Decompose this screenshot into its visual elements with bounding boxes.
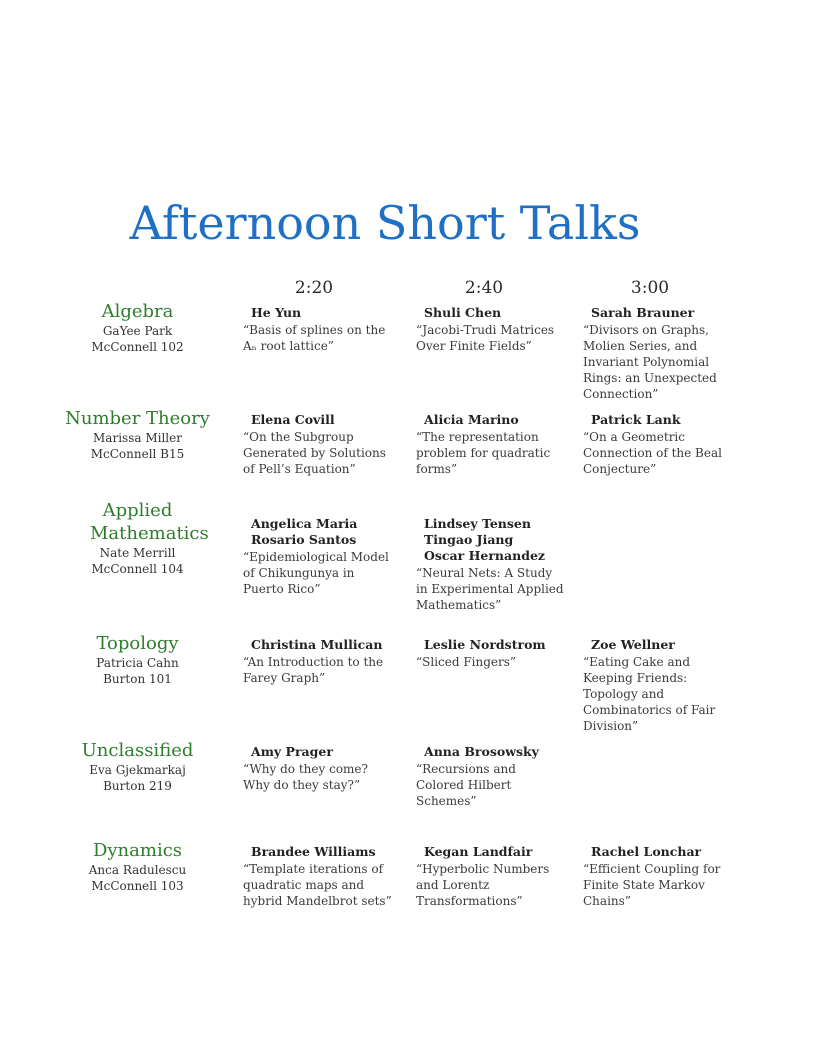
- talk-cell: [243, 412, 393, 477]
- session-applied-mathematics: [60, 499, 215, 577]
- session-moderator: GaYee Park: [102, 324, 173, 338]
- session-moderator: Marissa Miller: [93, 431, 182, 445]
- talk-title: “Efficient Coupling for Finite State Markov Chains”: [583, 862, 721, 908]
- talk-speaker: Oscar Hernandez: [424, 548, 545, 563]
- session-name: Algebra: [101, 301, 174, 322]
- talk-speaker: Patrick Lank: [591, 412, 681, 427]
- session-number-theory: [60, 407, 215, 462]
- session-topology: [60, 632, 215, 687]
- session-room: McConnell 104: [91, 562, 184, 576]
- talk-title: “Eating Cake and Keeping Friends: Topology and Combinatorics of Fair Division”: [583, 655, 716, 733]
- session-name: Applied Mathematics: [90, 500, 209, 544]
- talk-speaker: Shuli Chen: [424, 305, 502, 320]
- talk-speaker: Brandee Williams: [251, 844, 376, 859]
- talk-speaker: Amy Prager: [251, 744, 333, 759]
- talk-cell: [583, 637, 733, 734]
- talk-speaker: Kegan Landfair: [424, 844, 533, 859]
- talk-title: “Sliced Fingers”: [416, 655, 517, 669]
- time-slot-1: 2:20: [294, 278, 334, 298]
- talk-cell: [583, 305, 733, 402]
- talk-title: “Jacobi-Trudi Matrices Over Finite Fields”: [416, 323, 555, 353]
- time-slot-3: 3:00: [630, 278, 670, 298]
- talk-title: “On the Subgroup Generated by Solutions of Pell’s Equation”: [243, 430, 386, 476]
- talk-speaker: Tingao Jiang: [424, 532, 514, 547]
- session-moderator: Anca Radulescu: [88, 863, 187, 877]
- talk-speaker: Elena Covill: [251, 412, 335, 427]
- talk-speaker: Lindsey Tensen: [424, 516, 531, 531]
- session-room: Burton 101: [103, 672, 172, 686]
- talk-title: “On a Geometric Connection of the Beal Conjecture”: [583, 430, 722, 476]
- talk-speaker: Leslie Nordstrom: [424, 637, 546, 652]
- session-room: McConnell B15: [90, 447, 185, 461]
- talk-cell: [243, 637, 393, 686]
- session-room: Burton 219: [103, 779, 172, 793]
- session-dynamics: [60, 839, 215, 894]
- talk-cell: [416, 637, 566, 670]
- talk-title: “Divisors on Graphs, Molien Series, and Invariant Polynomial Rings: an Unexpected Connection”: [583, 323, 717, 401]
- session-algebra: [60, 300, 215, 355]
- talk-speaker: Zoe Wellner: [591, 637, 675, 652]
- session-room: McConnell 102: [91, 340, 184, 354]
- session-name: Number Theory: [65, 408, 210, 429]
- session-moderator: Nate Merrill: [99, 546, 176, 560]
- talk-speaker: Alicia Marino: [424, 412, 519, 427]
- talk-speaker: He Yun: [251, 305, 302, 320]
- session-name: Topology: [96, 633, 179, 654]
- talk-title: “Neural Nets: A Study in Experimental Applied Mathematics”: [416, 566, 564, 612]
- session-moderator: Patricia Cahn: [96, 656, 179, 670]
- talk-speaker: Angelica Maria Rosario Santos: [251, 516, 358, 547]
- talk-speaker: Sarah Brauner: [591, 305, 695, 320]
- talk-cell: [243, 516, 393, 597]
- talk-title: “Recursions and Colored Hilbert Schemes”: [416, 762, 516, 808]
- talk-cell: [243, 844, 393, 909]
- talk-cell: [416, 305, 566, 354]
- talk-title: “Epidemiological Model of Chikungunya in Puerto Rico”: [243, 550, 389, 596]
- time-slot-2: 2:40: [464, 278, 504, 298]
- talk-cell: [416, 516, 566, 613]
- session-unclassified: [60, 739, 215, 794]
- talk-cell: [416, 744, 566, 809]
- talk-title: “Why do they come? Why do they stay?”: [243, 762, 368, 792]
- talk-cell: [583, 412, 733, 477]
- talk-speaker: Anna Brosowsky: [424, 744, 539, 759]
- talk-title: “Basis of splines on the Aₙ root lattice”: [243, 323, 386, 353]
- talk-cell: [416, 412, 566, 477]
- talk-title: “An Introduction to the Farey Graph”: [243, 655, 384, 685]
- session-moderator: Eva Gjekmarkaj: [89, 763, 186, 777]
- talk-speaker: Christina Mullican: [251, 637, 383, 652]
- talk-title: “The representation problem for quadratic forms”: [416, 430, 551, 476]
- talk-title: “Hyperbolic Numbers and Lorentz Transformations”: [416, 862, 550, 908]
- talk-cell: [243, 744, 393, 793]
- session-name: Unclassified: [81, 740, 194, 761]
- talk-title: “Template iterations of quadratic maps and hybrid Mandelbrot sets”: [243, 862, 392, 908]
- page-title: Afternoon Short Talks: [129, 196, 641, 250]
- talk-speaker: Rachel Lonchar: [591, 844, 702, 859]
- talk-cell: [416, 844, 566, 909]
- talk-cell: [243, 305, 393, 354]
- session-name: Dynamics: [92, 840, 183, 861]
- session-room: McConnell 103: [91, 879, 184, 893]
- talk-cell: [583, 844, 733, 909]
